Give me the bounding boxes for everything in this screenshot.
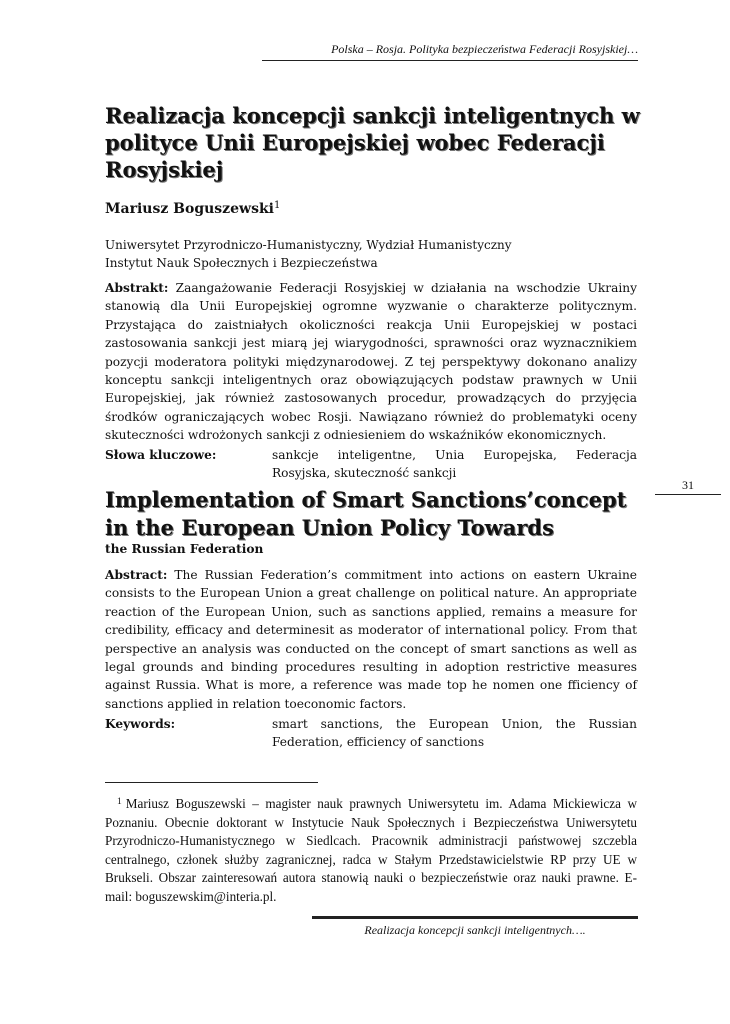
keywords-en-text: smart sanctions, the European Union, the Russian Federation, efficiency of sanctions [272,717,637,750]
article-title-pl: Realizacja koncepcji sankcji inteligentnych w polityce Unii Europejskiej wobec Federacji Rosyjskiej [105,103,640,182]
author-name: Mariusz Boguszewski [105,201,274,217]
keywords-en-label: Keywords: [105,717,176,731]
footer-rule [312,916,638,919]
abstract-en [105,566,637,713]
abstract-pl [105,279,637,445]
affiliation-line-1: Uniwersytet Przyrodniczo-Humanistyczny, Wydział Humanistyczny [105,238,512,252]
keywords-pl-label: Słowa kluczowe: [105,448,217,462]
author-line [105,200,280,217]
page-number: 31 [682,478,694,492]
keywords-pl-text: sankcje inteligentne, Unia Europejska, Federacja Rosyjska, skuteczność sankcji [272,448,637,481]
affiliation-line-2: Instytut Nauk Społecznych i Bezpieczeństwa [105,256,378,270]
abstract-en-label: Abstract: [105,568,168,582]
abstract-en-text: The Russian Federation’s commitment into actions on eastern Ukraine consists to the European Union a great challenge on political nature. An appropriate reaction of the European Union, such as sanctions applied, remains a measure for credibility, efficacy and determinesit as moderator of international policy. From that perspective an analysis was conducted on the concept of smart sanctions as well as legal grounds and binding procedures resulting in adoption restrictive measures against Russia. What is more, a reference was made top he nomen one fficiency of sanctions applied in relation toeconomic factors. [105,568,637,711]
running-footer: Realizacja koncepcji sankcji inteligentnych…. [364,923,586,937]
article-subtitle-en: the Russian Federation [105,542,264,556]
article-title-en: Implementation of Smart Sanctions’concept in the European Union Policy Towards [105,487,627,540]
page-number-rule [655,494,721,495]
abstract-pl-label: Abstrakt: [105,281,169,295]
author-footnote-mark[interactable]: 1 [273,200,281,211]
abstract-pl-text: Zaangażowanie Federacji Rosyjskiej w działania na wschodzie Ukrainy stanowią dla Unii Europejskiej ogromne wyzwanie o charakterze politycznym. Przystająca do zaistniałych okoliczności reakcja Unii Europejskiej w postaci zastosowania sankcji jest miarą jej wiarygodności, sprawności oraz wyznacznikiem pozycji moderatora polityki międzynarodowej. Z tej perspektywy dokonano analizy konceptu sankcji inteligentnych oraz obowiązujących podstaw prawnych w Unii Europejskiej, jak również zastosowanych procedur, prowadzących do przyjęcia środków ograniczających wobec Rosji. Nawiązano również do problematyki oceny skuteczności wdrożonych sankcji z odniesieniem do wskaźników ekonomicznych. [105,281,638,443]
footnote-mark: 1 [117,797,122,807]
keywords-pl [105,446,637,484]
affiliation [105,236,645,272]
footnote-text: Mariusz Boguszewski – magister nauk prawnych Uniwersytetu im. Adama Mickiewicza w Poznaniu. Obecnie doktorant w Instytucie Nauk Społecznych i Bezpieczeństwa Uniwersytetu Przyrodniczo-Humanistycznego w Siedlcach. Pracownik administracji państwowej szczebla centralnego, członek służby zagranicznej, radca w Stałym Przedstawicielstwie RP przy UE w Brukseli. Obszar zainteresowań autora stanowią nauki o bezpieczeństwie oraz nauki prawne. E-mail: boguszewskim@interia.pl. [105,796,637,904]
footnote [105,793,637,906]
footnote-rule [105,782,318,783]
header-rule [262,60,638,61]
keywords-en [105,715,637,753]
running-header: Polska – Rosja. Polityka bezpieczeństwa Federacji Rosyjskiej… [331,42,638,56]
